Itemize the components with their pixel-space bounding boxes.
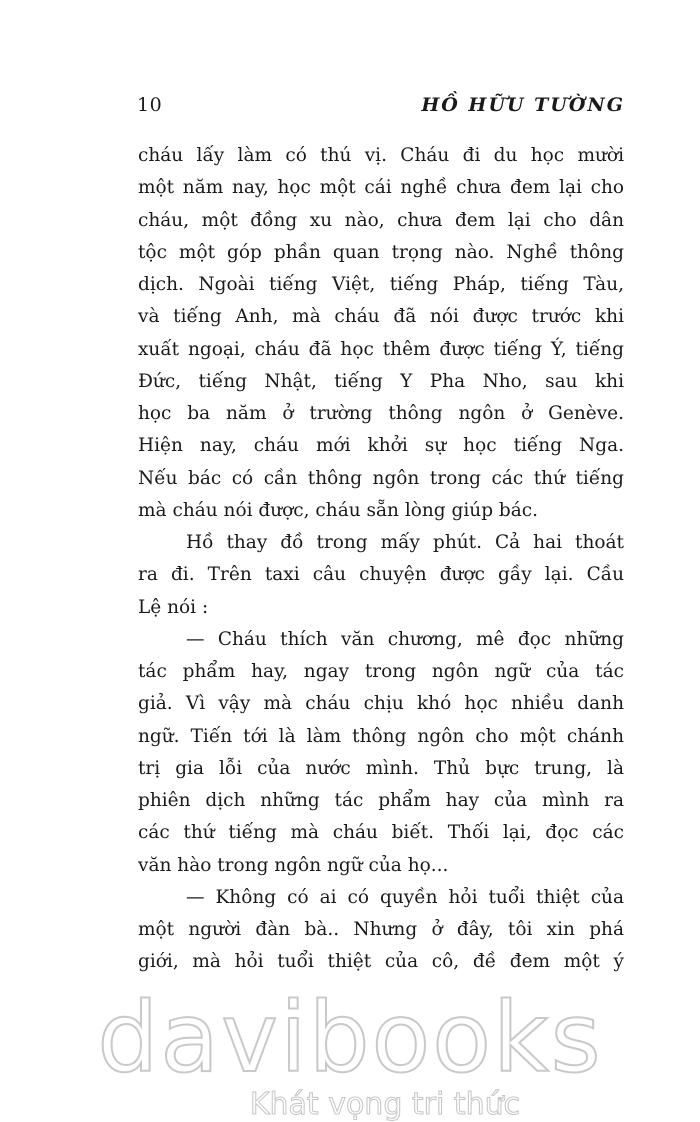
text-line: ra đi. Trên taxi câu chuyện được gầy lại. Cầu — [138, 564, 624, 586]
text-line: trị gia lỗi của nước mình. Thủ bực trung, là — [138, 757, 624, 779]
text-line: dịch. Ngoài tiếng Việt, tiếng Pháp, tiếng Tàu, — [138, 274, 624, 295]
running-head: HỒ HỮU TƯỜNG — [421, 94, 625, 116]
text-line: tộc một góp phần quan trọng nào. Nghề thông — [138, 241, 624, 263]
text-line: cháu, một đồng xu nào, chưa đem lại cho dân — [138, 209, 624, 231]
text-line: phiên dịch những tác phẩm hay của mình ra — [138, 790, 624, 811]
text-line: Đức, tiếng Nhật, tiếng Y Pha Nho, sau khi — [138, 370, 624, 392]
text-line: một năm nay, học một cái nghề chưa đem lại cho — [138, 177, 624, 199]
text-line: ngữ. Tiến tới là làm thông ngôn cho một chánh — [138, 725, 624, 747]
text-line: các thứ tiếng mà cháu biết. Thối lại, đọc các — [138, 822, 624, 844]
text-line: tác phẩm hay, ngay trong ngôn ngữ của tác — [138, 661, 624, 682]
text-line: và tiếng Anh, mà cháu đã nói được trước khi — [138, 306, 624, 328]
text-line: văn hào trong ngôn ngữ của họ... — [138, 854, 449, 876]
text-line: giả. Vì vậy mà cháu chịu khó học nhiều danh — [138, 693, 624, 715]
text-line: mà cháu nói được, cháu sẵn lòng giúp bác. — [138, 499, 539, 521]
watermark-slogan: Khát vọng tri thức — [249, 1087, 521, 1122]
watermark-logo: davibooks — [97, 982, 603, 1094]
text-line: Lệ nói : — [138, 596, 209, 618]
text-line: học ba năm ở trường thông ngôn ở Genève. — [138, 403, 624, 424]
text-line: Hiện nay, cháu mới khởi sự học tiếng Nga. — [138, 435, 624, 457]
text-line: — Không có ai có quyền hỏi tuổi thiệt của — [186, 886, 624, 908]
text-line: cháu lấy làm có thú vị. Cháu đi du học mười — [138, 145, 624, 166]
text-line: xuất ngoại, cháu đã học thêm được tiếng Ý, tiếng — [138, 338, 624, 360]
body-text — [138, 140, 624, 979]
text-line: Hồ thay đồ trong mấy phút. Cả hai thoát — [186, 532, 624, 553]
text-line: một người đàn bà.. Nhưng ở đây, tôi xin phá — [138, 919, 624, 940]
text-line: Nếu bác có cần thông ngôn trong các thứ tiếng — [138, 467, 624, 489]
watermark — [0, 982, 700, 1122]
text-line: — Cháu thích văn chương, mê đọc những — [186, 628, 624, 650]
page-number: 10 — [137, 94, 163, 116]
text-line: giới, mà hỏi tuổi thiệt của cô, đề đem một ý — [138, 951, 624, 973]
